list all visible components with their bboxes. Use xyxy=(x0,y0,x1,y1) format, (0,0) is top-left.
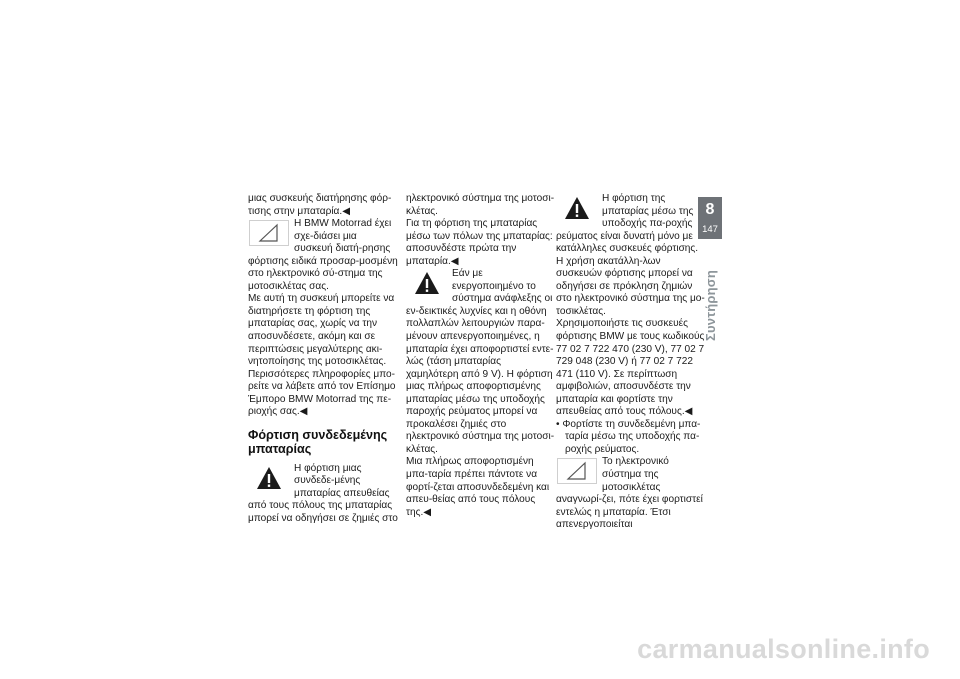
text-column-2 xyxy=(406,193,556,519)
warning-text: Εάν με ενεργοποιημένο το σύστημα ανάφλεξης οι εν-δεικτικές λυχνίες και η οθόνη πολλαπλών λειτουργιών παρα-μένουν απενεργοποιημένες, η μπαταρία έχει αποφορτιστεί εντε-λώς (τάση μπαταρίας χαμηλότερη από 9 V). Η φόρτιση μιας πλήρως αποφορτισμένης μπαταρίας μέσω της υποδοχής παροχής ρεύματος μπορεί να προκαλέσει ζημιές στο ηλεκτρονικό σύστημα της μοτοσι-κλέτας. xyxy=(406,268,555,455)
continued-text: ηλεκτρονικό σύστημα της μοτοσι-κλέτας. xyxy=(406,193,555,217)
warning-triangle-icon xyxy=(406,270,448,296)
note-block xyxy=(556,456,706,531)
warning-block xyxy=(406,268,556,456)
warning-triangle-icon xyxy=(248,465,290,491)
warning-triangle-icon xyxy=(556,195,598,221)
watermark: carmanualsonline.info xyxy=(637,634,930,664)
note-triangle-icon xyxy=(556,458,598,484)
text-column-3 xyxy=(556,193,706,532)
paragraph: Με αυτή τη συσκευή μπορείτε να διατηρήσετε τη φόρτιση της μπαταρίας σας, χωρίς να την αποσυνδέσετε, ακόμη και σε περιπτώσεις μεγαλύτερης ακι-νητοποίησης της μοτοσικλέτας. Περισσότερες πληροφορίες μπο-ρείτε να λάβετε από τον Επίσημο Έμπορο BMW Motorrad της πε-ριοχής σας.◀ xyxy=(248,293,396,418)
paragraph: Για τη φόρτιση της μπαταρίας μέσω των πόλων της μπαταρίας: αποσυνδέστε πρώτα την μπαταρία.◀ xyxy=(406,218,553,267)
section-title: Φόρτιση συνδεδεμένης μπαταρίας xyxy=(248,427,388,457)
warning-text: Η φόρτιση της μπαταρίας μέσω της υποδοχής πα-ροχής ρεύματος είναι δυνατή μόνο με κατάλληλες συσκευές φόρτισης. Η χρήση ακατάλλη-λων συσκευών φόρτισης μπορεί να οδηγήσει σε πρόκληση ζημιών στο ηλεκτρονικό σύστημα της μο-τοσικλέτας. xyxy=(556,193,705,317)
paragraph: Μια πλήρως αποφορτισμένη μπα-ταρία πρέπει πάντοτε να φορτί-ζεται αποσυνδεδεμένη και απευ-θείας από τους πόλους της.◀ xyxy=(406,456,550,518)
warning-block xyxy=(556,193,706,318)
intro-text: μιας συσκευής διατήρησης φόρ-τισης στην μπαταρία.◀ xyxy=(248,193,392,217)
warning-block xyxy=(248,463,398,526)
note-text: Η BMW Motorrad έχει σχε-διάσει μια συσκευή διατή-ρησης φόρτισης ειδικά προσαρ-μοσμένη στο ηλεκτρονικό σύ-στημα της μοτοσικλέτας σας. xyxy=(248,218,398,292)
note-text: Το ηλεκτρονικό σύστημα της μοτοσικλέτας αναγνωρί-ζει, πότε έχει φορτιστεί εντελώς η μπαταρία. Έτσι απενεργοποιείται xyxy=(556,456,703,531)
chapter-label-text: Συντήρηση xyxy=(702,269,718,341)
note-block xyxy=(248,218,398,293)
text-column-1 xyxy=(248,193,398,526)
warning-text: Η φόρτιση μιας συνδεδε-μένης μπαταρίας απευθείας από τους πόλους της μπαταρίας μπορεί να οδηγήσει σε ζημιές στο xyxy=(248,462,398,525)
bullet-item: • Φορτίστε τη συνδεδεμένη μπα-ταρία μέσω της υποδοχής πα-ροχής ρεύματος. xyxy=(556,418,701,455)
page-number: 147 xyxy=(702,224,718,235)
note-triangle-icon xyxy=(248,220,290,246)
paragraph: Χρησιμοποιήστε τις συσκευές φόρτισης BMW με τους κωδικούς 77 02 7 722 470 (230 V), 77 02 7 729 048 (230 V) ή 77 02 7 722 471 (110 V). Σε περίπτωση αμφιβολιών, αποσυνδέστε την μπαταρία και φορτίστε την απευθείας από τους πόλους.◀ xyxy=(556,318,705,418)
chapter-number: 8 xyxy=(705,201,715,218)
chapter-label xyxy=(690,250,730,360)
